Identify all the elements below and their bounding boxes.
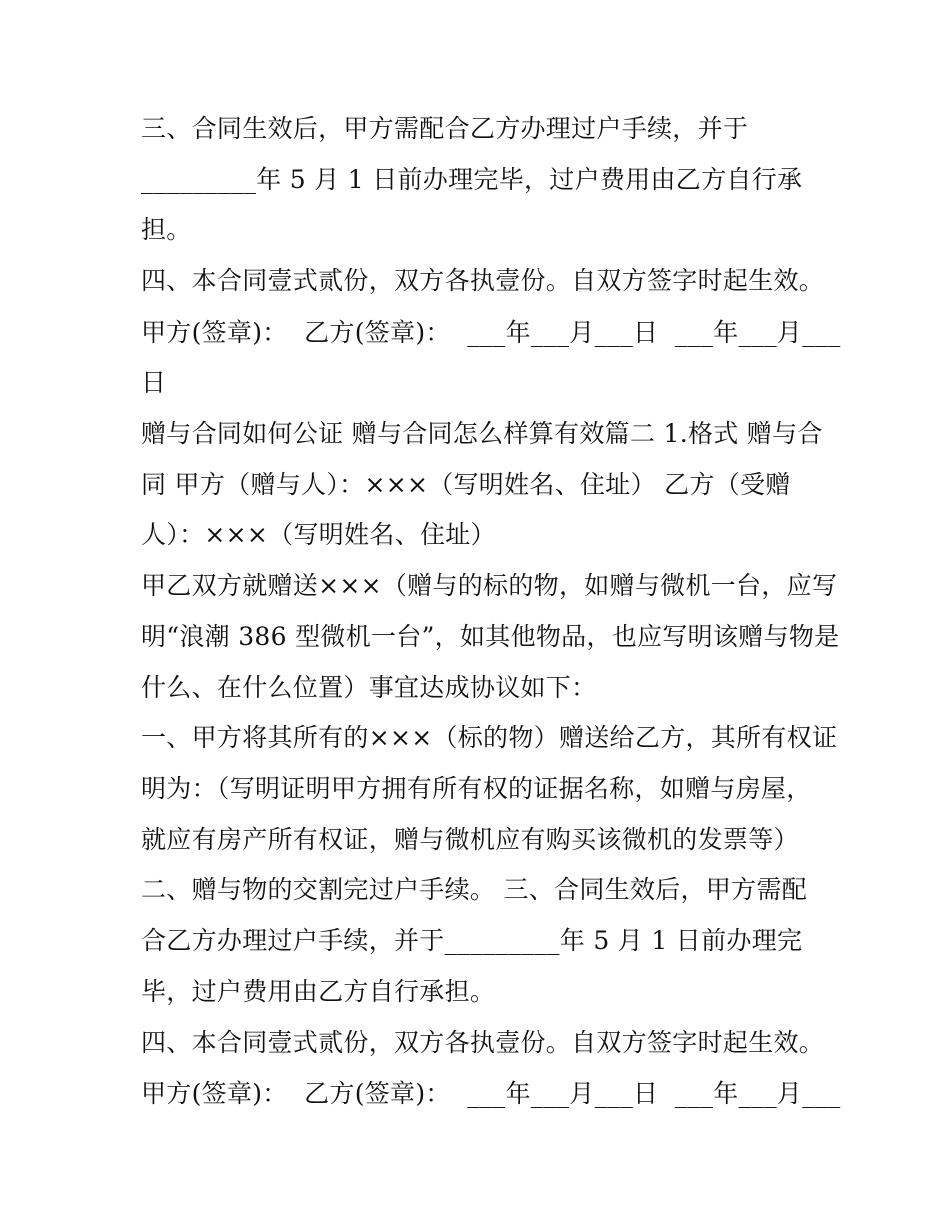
text-line: 什么、在什么位置）事宜达成协议如下： [141,673,597,702]
text-line: 赠与合同如何公证 赠与合同怎么样算有效篇二 1.格式 赠与合 [141,419,823,448]
text-line: 甲方(签章)： 乙方(签章)： ___年___月___日 ___年___月___ [141,1079,841,1108]
text-line: 二、赠与物的交割完过户手续。 三、合同生效后，甲方需配 [141,875,808,904]
text-line: 明“浪潮 386 型微机一台”，如其他物品，也应写明该赠与物是 [141,622,840,651]
text-line: 担。 [141,215,192,244]
text-line: 三、合同生效后，甲方需配合乙方办理过户手续，并于 [141,114,749,143]
text-line: 明为：（写明证明甲方拥有所有权的证据名称，如赠与房屋， [141,774,812,803]
text-line: 人）：×××（写明姓名、住址） [141,520,496,549]
text-line: 甲方(签章)： 乙方(签章)： ___年___月___日 ___年___月___ [141,318,841,347]
text-line: 甲乙双方就赠送×××（赠与的标的物，如赠与微机一台，应写 [141,571,838,600]
text-line: 就应有房产所有权证，赠与微机应有购买该微机的发票等） [141,825,799,854]
text-line: 合乙方办理过户手续，并于_________年 5 月 1 日前办理完 [141,926,803,955]
text-line: 四、本合同壹式贰份，双方各执壹份。自双方签字时起生效。 [141,266,825,295]
text-line: _________年 5 月 1 日前办理完毕，过户费用由乙方自行承 [141,165,803,194]
text-line: 日 [141,368,167,397]
text-line: 四、本合同壹式贰份，双方各执壹份。自双方签字时起生效。 [141,1028,825,1057]
text-line: 毕，过户费用由乙方自行承担。 [141,977,496,1006]
text-line: 一、甲方将其所有的×××（标的物）赠送给乙方，其所有权证 [141,723,838,752]
text-line: 同 甲方（赠与人）：×××（写明姓名、住址） 乙方（受赠 [141,470,791,499]
